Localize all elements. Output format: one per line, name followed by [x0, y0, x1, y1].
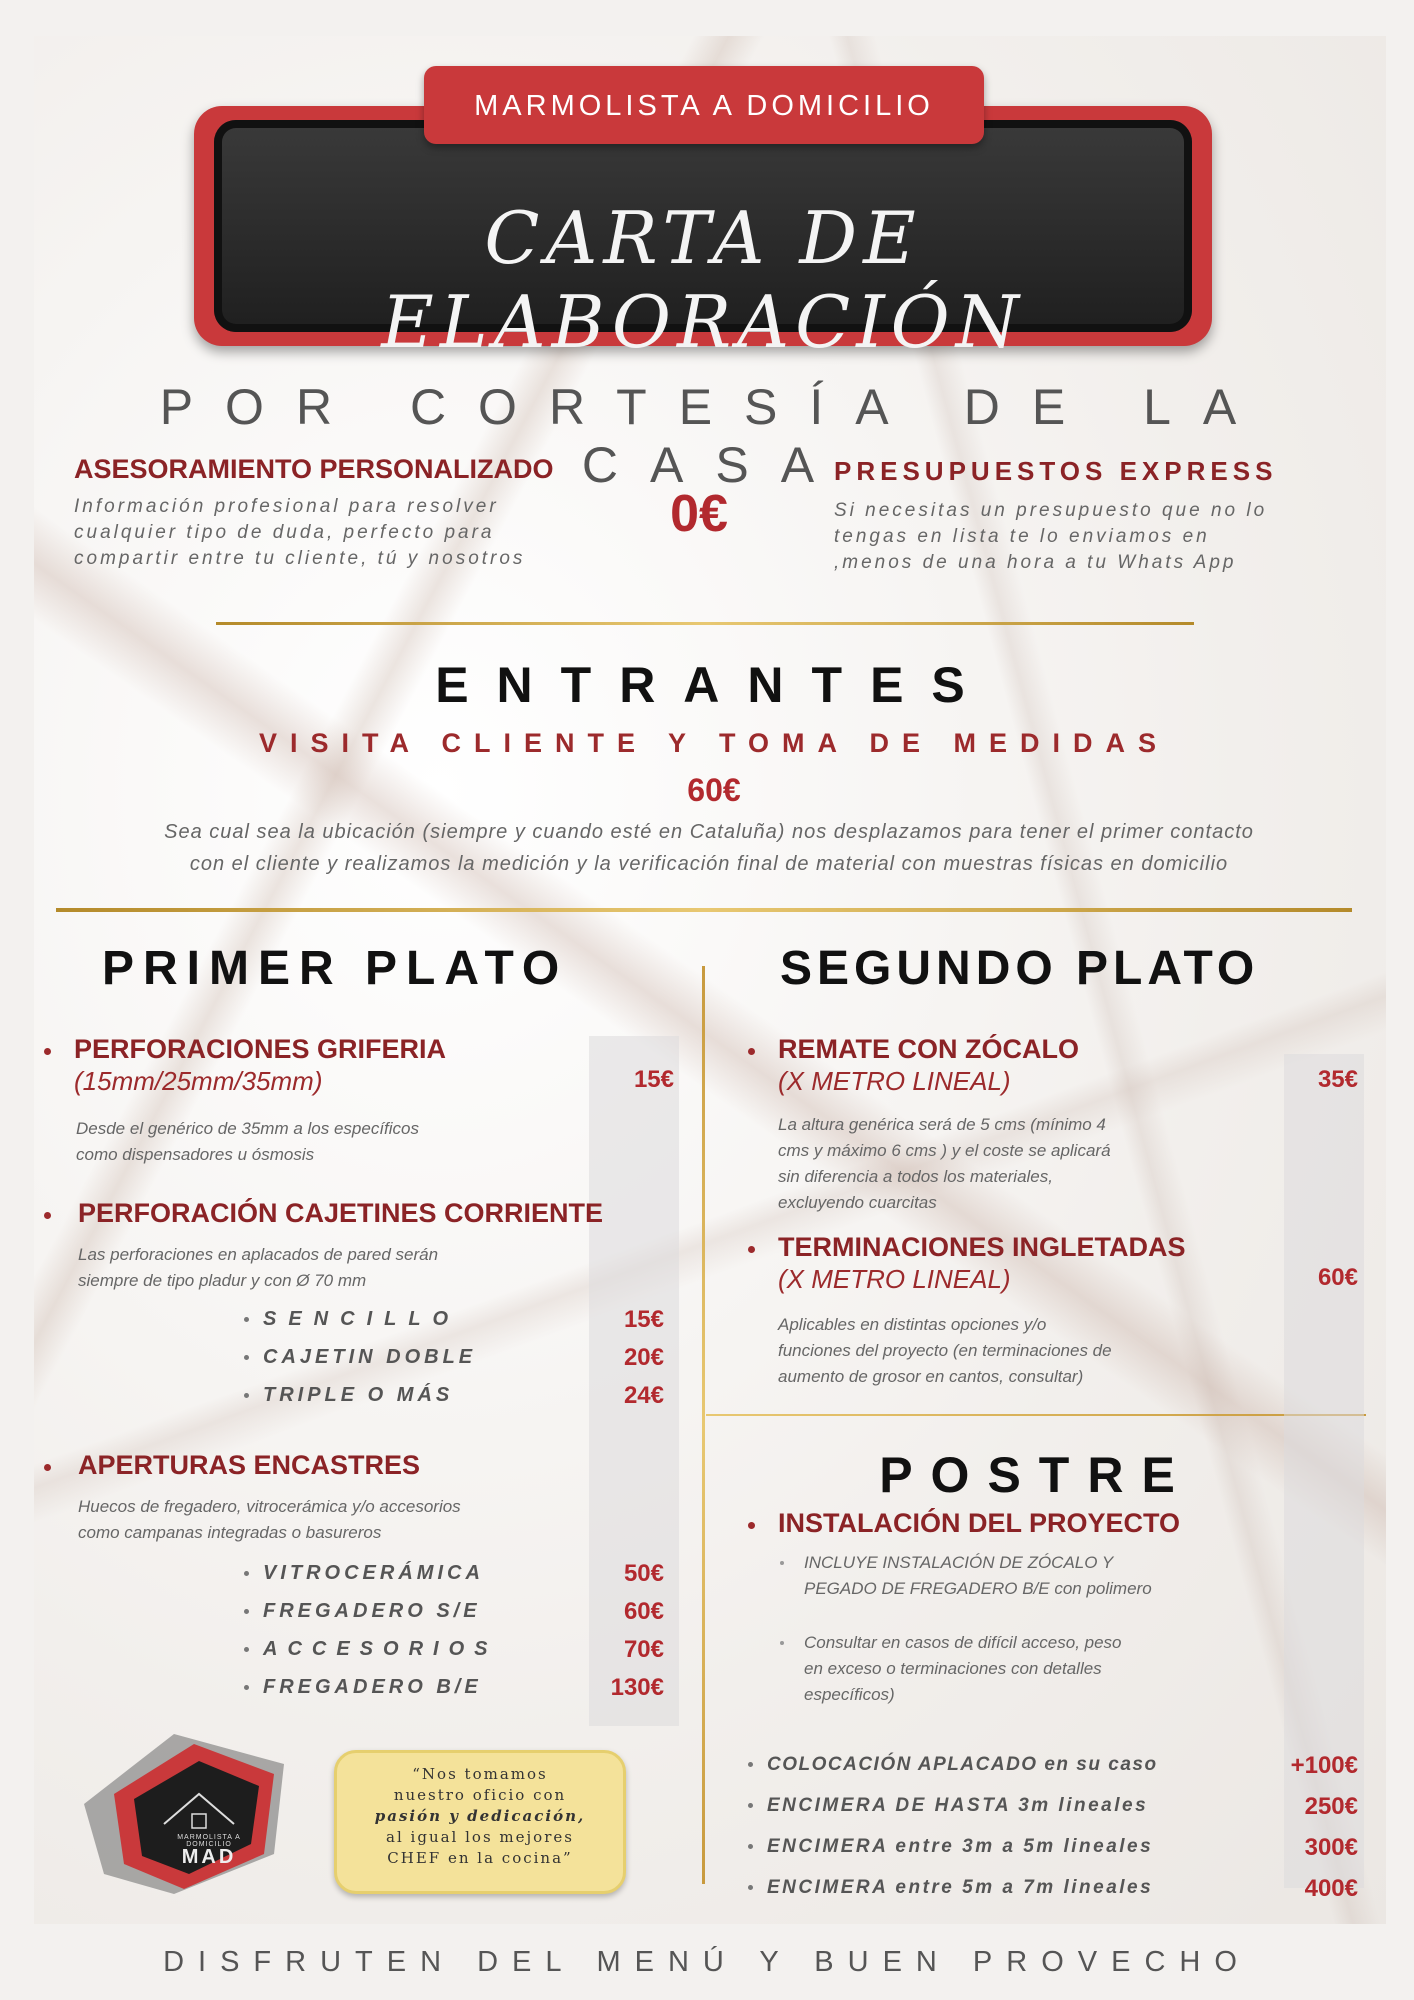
option-price: 24€: [623, 1382, 664, 1409]
menu-page: [34, 36, 1386, 1924]
courtesy-right-desc: Si necesitas un presupuesto que no lo tengas en lista te lo enviamos en ,menos de una hora a tu Whats App: [834, 500, 1268, 573]
bullet-icon: [44, 1464, 51, 1471]
option-row: FREGADERO B/E: [244, 1676, 482, 1699]
segundo-plato-title: SEGUNDO PLATO: [780, 942, 1260, 995]
bullet-icon: [44, 1048, 51, 1055]
bullet-icon: [780, 1561, 784, 1565]
option-row: ENCIMERA DE HASTA 3m lineales: [748, 1795, 1148, 1817]
option-row: ACCESORIOS: [244, 1638, 497, 1661]
logo-shield-icon: [54, 1704, 294, 1904]
logo: [54, 1704, 294, 1904]
header-badge-text: MARMOLISTA A DOMICILIO: [474, 90, 934, 122]
bullet-icon: [44, 1212, 51, 1219]
entrantes-desc: Sea cual sea la ubicación (siempre y cuando esté en Cataluña) nos desplazamos para tener el primer contacto con el cliente y realizamos la medición y la verificación final de material con muestras físicas en domicilio: [164, 821, 1254, 875]
postre-options: [748, 1752, 1368, 1902]
postre-note-2: Consultar en casos de difícil acceso, peso en exceso o terminaciones con detalles específicos): [804, 1630, 1224, 1708]
bullet-icon: [780, 1641, 784, 1645]
ingletadas-subtitle: (X METRO LINEAL): [778, 1264, 1011, 1294]
courtesy-left-title: ASESORAMIENTO PERSONALIZADO: [74, 454, 554, 484]
option-row: SENCILLO: [244, 1308, 460, 1331]
option-row: TRIPLE O MÁS: [244, 1384, 453, 1407]
option-price: 50€: [623, 1560, 664, 1587]
divider-top: [216, 622, 1194, 625]
option-row: CAJETIN DOBLE: [244, 1346, 476, 1369]
aperturas-desc: Huecos de fregadero, vitrocerámica y/o accesorios como campanas integradas o basureros: [78, 1497, 461, 1542]
aperturas-title: APERTURAS ENCASTRES: [78, 1450, 421, 1480]
cajetines-desc: Las perforaciones en aplacados de pared serán siempre de tipo pladur y con Ø 70 mm: [78, 1245, 439, 1290]
zocalo-subtitle: (X METRO LINEAL): [778, 1066, 1011, 1096]
postre-note-1: INCLUYE INSTALACIÓN DE ZÓCALO Y PEGADO DE FREGADERO B/E con polimero: [804, 1550, 1224, 1602]
zocalo-title: REMATE CON ZÓCALO: [778, 1034, 1079, 1064]
option-price: 300€: [1304, 1834, 1358, 1861]
perforaciones-price: 15€: [633, 1066, 674, 1093]
entrantes-price: 60€: [687, 772, 741, 808]
column-divider: [702, 966, 705, 1884]
bullet-icon: [748, 1246, 755, 1253]
option-price: 130€: [610, 1674, 664, 1701]
option-row: ENCIMERA entre 3m a 5m lineales: [748, 1836, 1153, 1858]
zocalo-item: [748, 1034, 1368, 1234]
logo-small-text: MARMOLISTA A DOMICILIO: [177, 1834, 241, 1848]
option-price: 60€: [623, 1598, 664, 1625]
option-row: FREGADERO S/E: [244, 1600, 481, 1623]
option-price: 70€: [623, 1636, 664, 1663]
courtesy-heading: POR CORTESÍA DE LA CASA: [159, 379, 1269, 493]
divider-middle: [56, 908, 1352, 912]
postre-item-title: INSTALACIÓN DEL PROYECTO: [778, 1508, 1181, 1538]
perforaciones-desc: Desde el genérico de 35mm a los específicos como dispensadores u ósmosis: [76, 1119, 420, 1164]
option-price: 20€: [623, 1344, 664, 1371]
option-price: 250€: [1304, 1793, 1358, 1820]
ingletadas-title: TERMINACIONES INGLETADAS: [778, 1232, 1186, 1262]
cajetines-item: [44, 1198, 684, 1458]
postre-item: [748, 1508, 1368, 1758]
zocalo-desc: La altura genérica será de 5 cms (mínimo 4 cms y máximo 6 cms ) y el coste se aplicará sin diferencia a todos los materiales, excluyendo cuarcitas: [778, 1115, 1111, 1212]
cajetines-title: PERFORACIÓN CAJETINES CORRIENTE: [78, 1198, 604, 1228]
option-row: ENCIMERA entre 5m a 7m lineales: [748, 1877, 1153, 1899]
perforaciones-subtitle: (15mm/25mm/35mm): [74, 1066, 323, 1096]
logo-text: MAD: [181, 1846, 237, 1868]
courtesy-right-title: PRESUPUESTOS EXPRESS: [834, 456, 1278, 486]
quote-text: “Nos tomamos nuestro oficio con pasión y dedicación, al igual los mejores CHEF en la cocina”: [374, 1765, 586, 1867]
postre-divider: [706, 1414, 1366, 1416]
option-price: 15€: [623, 1306, 664, 1333]
postre-title: POSTRE: [879, 1447, 1193, 1503]
entrantes-subtitle: VISITA CLIENTE Y TOMA DE MEDIDAS: [258, 728, 1170, 758]
option-price: 400€: [1304, 1875, 1358, 1902]
ingletadas-desc: Aplicables en distintas opciones y/o funciones del proyecto (en terminaciones de aumento de grosor en cantos, consultar): [778, 1315, 1112, 1386]
courtesy-left-desc: Información profesional para resolver cualquier tipo de duda, perfecto para compartir entre tu cliente, tú y nosotros: [74, 496, 526, 569]
header-title: CARTA DE ELABORACIÓN: [381, 196, 1025, 364]
perforaciones-item: [44, 1034, 684, 1204]
perforaciones-title: PERFORACIONES GRIFERIA: [74, 1034, 447, 1064]
courtesy-price: 0€: [670, 485, 728, 543]
zocalo-price: 35€: [1317, 1066, 1358, 1093]
primer-plato-title: PRIMER PLATO: [102, 942, 569, 995]
bullet-icon: [748, 1522, 755, 1529]
footer-text: DISFRUTEN DEL MENÚ Y BUEN PROVECHO: [163, 1946, 1251, 1978]
entrantes-title: ENTRANTES: [435, 657, 993, 713]
ingletadas-price: 60€: [1317, 1264, 1358, 1291]
bullet-icon: [748, 1048, 755, 1055]
ingletadas-item: [748, 1232, 1368, 1402]
option-row: VITROCERÁMICA: [244, 1562, 484, 1585]
option-price: +100€: [1290, 1752, 1358, 1779]
option-row: COLOCACIÓN APLACADO en su caso: [748, 1754, 1158, 1776]
